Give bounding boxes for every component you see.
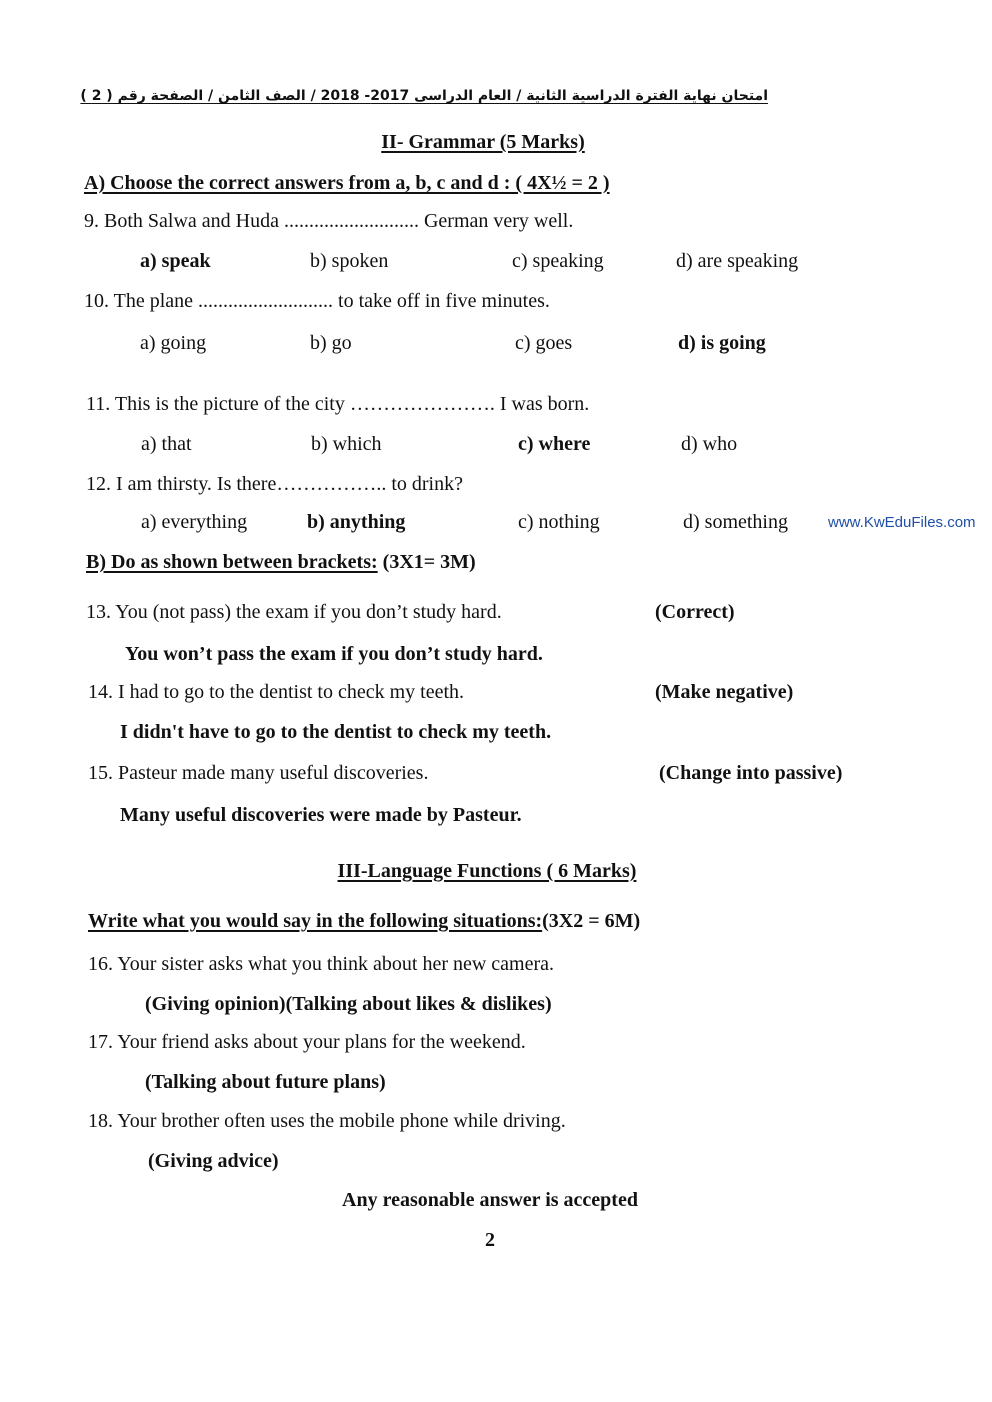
question-10: 10. The plane ........................... to take off in five minutes. [84, 290, 550, 312]
q9-option-d: d) are speaking [676, 250, 799, 272]
q14-answer: I didn't have to go to the dentist to check my teeth. [120, 721, 552, 743]
question-11: 11. This is the picture of the city …………………. I was born. [86, 393, 590, 415]
question-13: 13. You (not pass) the exam if you don’t study hard. [86, 601, 502, 623]
question-14: 14. I had to go to the dentist to check my teeth. [88, 681, 465, 703]
question-12: 12. I am thirsty. Is there…………….. to drink? [86, 473, 463, 495]
q18-function: (Giving advice) [148, 1150, 279, 1172]
q9-option-a: a) speak [140, 250, 211, 272]
q9-option-c: c) speaking [512, 250, 604, 272]
q11-option-b: b) which [311, 433, 382, 455]
question-18: 18. Your brother often uses the mobile phone while driving. [88, 1110, 566, 1132]
q10-option-c: c) goes [515, 332, 573, 354]
part-b-heading: B) Do as shown between brackets: [86, 551, 378, 573]
answer-note: Any reasonable answer is accepted [342, 1189, 638, 1211]
q11-option-d: d) who [681, 433, 738, 455]
q14-instruction: (Make negative) [655, 681, 794, 703]
q13-answer: You won’t pass the exam if you don’t study hard. [125, 643, 543, 665]
q16-function: (Giving opinion)(Talking about likes & dislikes) [145, 993, 552, 1015]
q10-option-b: b) go [310, 332, 352, 354]
question-17: 17. Your friend asks about your plans for the weekend. [88, 1031, 526, 1053]
q12-option-b: b) anything [307, 511, 406, 533]
q15-answer: Many useful discoveries were made by Pasteur. [120, 804, 522, 826]
lf-heading: Write what you would say in the following situations: [88, 910, 543, 932]
page-number: 2 [485, 1229, 495, 1251]
language-functions-title: III-Language Functions ( 6 Marks) [337, 860, 637, 882]
part-b-marks: (3X1= 3M) [382, 551, 476, 573]
q15-instruction: (Change into passive) [659, 762, 843, 784]
exam-header: امتحان نهاية الفترة الدراسية الثانية / العام الدراسى 2017- 2018 / الصف الثامن / الصفحة رقم ( 2 ) [80, 88, 768, 104]
question-9: 9. Both Salwa and Huda ........................... German very well. [84, 210, 574, 232]
grammar-title: II- Grammar (5 Marks) [381, 131, 585, 153]
part-b-heading-row [86, 551, 476, 574]
q12-option-a: a) everything [141, 511, 248, 533]
q12-option-d: d) something [683, 511, 788, 533]
question-16: 16. Your sister asks what you think about her new camera. [88, 953, 555, 975]
q9-option-b: b) spoken [310, 250, 389, 272]
q11-option-a: a) that [141, 433, 192, 455]
q17-function: (Talking about future plans) [145, 1071, 386, 1093]
watermark-link[interactable]: www.KwEduFiles.com [828, 514, 976, 531]
q10-option-a: a) going [140, 332, 207, 354]
q11-option-c: c) where [518, 433, 591, 455]
lf-marks: (3X2 = 6M) [542, 910, 641, 932]
q12-option-c: c) nothing [518, 511, 600, 533]
lf-heading-row [88, 910, 640, 933]
question-15: 15. Pasteur made many useful discoveries. [88, 762, 429, 784]
part-a-heading: A) Choose the correct answers from a, b, c and d : ( 4X½ = 2 ) [84, 172, 610, 194]
q10-option-d: d) is going [678, 332, 766, 354]
q13-instruction: (Correct) [655, 601, 735, 623]
